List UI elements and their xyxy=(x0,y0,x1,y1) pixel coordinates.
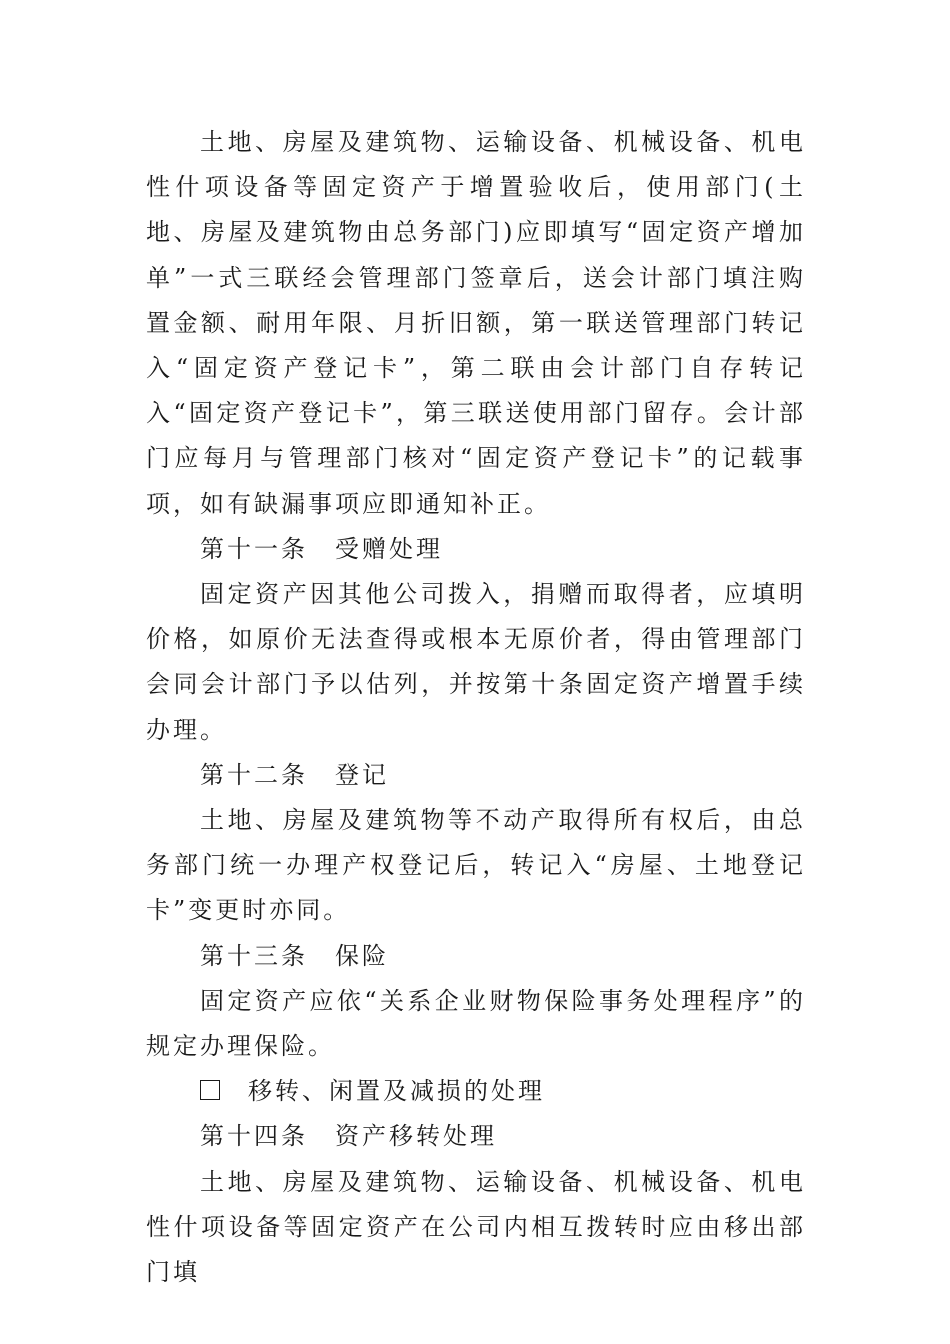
article-13-heading: 第十三条 保险 xyxy=(200,941,389,970)
paragraph-insurance: 固定资产应依“关系企业财物保险事务处理程序”的规定办理保险。 xyxy=(146,986,806,1061)
paragraph-asset-addition: 土地、房屋及建筑物、运输设备、机械设备、机电性什项设备等固定资产于增置验收后，使用部门(土地、房屋及建筑物由总务部门)应即填写“固定资产增加单”一式三联经会管理部门签章后，送会计部门填注购置金额、耐用年限、月折旧额，第一联送管理部门转记入“固定资产登记卡”，第二联由会计部门自存转记入“固定资产登记卡”，第三联送使用部门留存。会计部门应每月与管理部门核对“固定资产登记卡”的记载事项，如有缺漏事项应即通知补正。 xyxy=(146,128,806,518)
article-12-heading: 第十二条 登记 xyxy=(200,760,389,789)
paragraph-asset-transfer: 土地、房屋及建筑物、运输设备、机械设备、机电性什项设备等固定资产在公司内相互拨转时应由移出部门填 xyxy=(146,1167,806,1287)
checkbox-icon xyxy=(200,1080,220,1100)
section-heading xyxy=(146,1069,806,1114)
paragraph-donation-handling: 固定资产因其他公司拨入，捐赠而取得者，应填明价格，如原价无法查得或根本无原价者，得由管理部门会同会计部门予以估列，并按第十条固定资产增置手续办理。 xyxy=(146,580,806,744)
section-heading-text: 移转、闲置及减损的处理 xyxy=(248,1077,545,1106)
document-body xyxy=(146,120,806,1295)
article-11-heading: 第十一条 受赠处理 xyxy=(200,534,443,563)
paragraph-registration: 土地、房屋及建筑物等不动产取得所有权后，由总务部门统一办理产权登记后，转记入“房屋、土地登记卡”变更时亦同。 xyxy=(146,806,806,925)
article-14-heading: 第十四条 资产移转处理 xyxy=(200,1122,497,1151)
